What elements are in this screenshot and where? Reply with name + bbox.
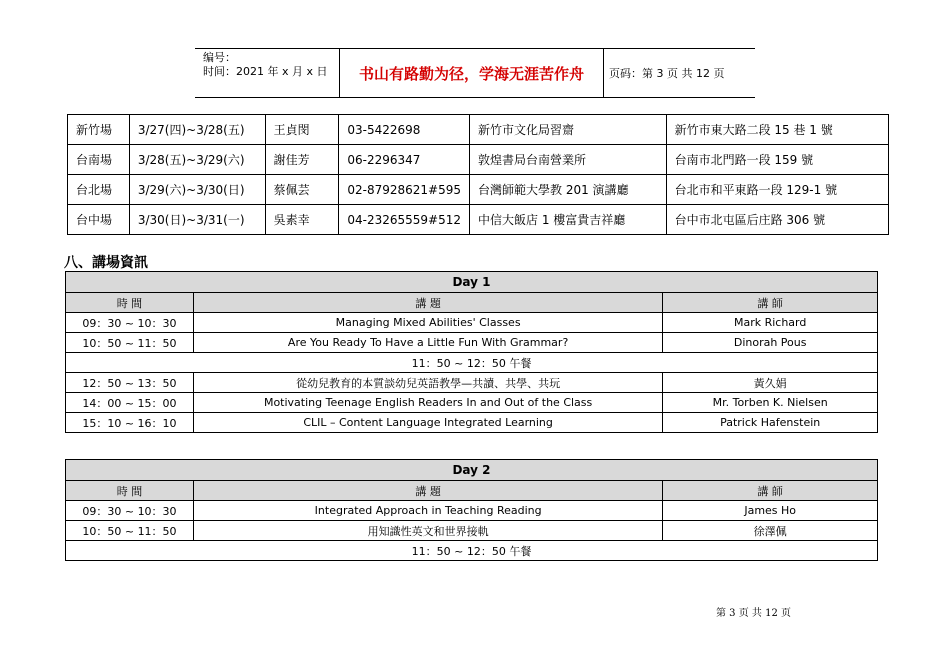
header-motto: 书山有路勤为径，学海无涯苦作舟 [339,49,604,97]
day1-table [65,271,878,433]
schedule-venue: 新竹場 [68,115,130,145]
schedule-address: 台北市和平東路一段 129-1 號 [666,175,888,205]
session-speaker: James Ho [663,501,878,521]
session-row [66,313,878,333]
session-speaker: 徐澤佩 [663,521,878,541]
session-time: 12：50 ~ 13：50 [66,373,194,393]
schedule-location: 敦煌書局台南營業所 [470,145,667,175]
schedule-venue: 台北場 [68,175,130,205]
session-row [66,393,878,413]
day1-title-row [66,272,878,293]
session-time: 09：30 ~ 10：30 [66,501,194,521]
header-page-info: 页码：第 3 页 共 12 页 [609,67,725,80]
session-row [66,333,878,353]
section-title: 八、講場資訊 [64,255,148,271]
schedule-row [68,115,889,145]
schedule-venue: 台中場 [68,205,130,235]
schedule-location: 台灣師範大學教 201 演講廳 [470,175,667,205]
session-speaker: Mark Richard [663,313,878,333]
session-topic: 從幼兒教育的本質談幼兒英語教學—共讀、共學、共玩 [193,373,662,393]
col-header-topic: 講 題 [193,481,662,501]
time-label: 时间：2021 年 x 月 x 日 [203,65,328,78]
schedule-address: 台南市北門路一段 159 號 [666,145,888,175]
number-label: 编号： [203,51,236,64]
schedule-contact: 吳素幸 [265,205,339,235]
schedule-phone: 02-87928621#595 [339,175,470,205]
col-header-time: 時 間 [66,481,194,501]
schedule-location: 中信大飯店 1 樓富貴吉祥廳 [470,205,667,235]
schedule-address: 台中市北屯區后庄路 306 號 [666,205,888,235]
session-row [66,413,878,433]
schedule-dates: 3/27(四)~3/28(五) [129,115,265,145]
day1-header-row [66,293,878,313]
session-topic: Managing Mixed Abilities' Classes [193,313,662,333]
session-topic: CLIL – Content Language Integrated Learning [193,413,662,433]
day1-title: Day 1 [66,272,878,293]
schedule-venue: 台南場 [68,145,130,175]
schedule-row [68,205,889,235]
lunch-break: 11：50 ~ 12：50 午餐 [66,541,878,561]
session-row [66,501,878,521]
session-speaker: 黃久娟 [663,373,878,393]
schedule-phone: 03-5422698 [339,115,470,145]
schedule-location: 新竹市文化局習齋 [470,115,667,145]
session-topic: Are You Ready To Have a Little Fun With Grammar? [193,333,662,353]
session-speaker: Patrick Hafenstein [663,413,878,433]
venue-schedule-table [67,114,889,235]
header-meta [195,49,339,97]
lunch-break: 11：50 ~ 12：50 午餐 [66,353,878,373]
schedule-dates: 3/30(日)~3/31(一) [129,205,265,235]
schedule-address: 新竹市東大路二段 15 巷 1 號 [666,115,888,145]
session-topic: Motivating Teenage English Readers In and Out of the Class [193,393,662,413]
schedule-row [68,175,889,205]
day2-title: Day 2 [66,460,878,481]
col-header-speaker: 講 師 [663,481,878,501]
day2-table [65,459,878,561]
lunch-row [66,541,878,561]
col-header-time: 時 間 [66,293,194,313]
session-speaker: Mr. Torben K. Nielsen [663,393,878,413]
session-topic: Integrated Approach in Teaching Reading [193,501,662,521]
page-header [195,48,755,98]
schedule-contact: 蔡佩芸 [265,175,339,205]
day2-title-row [66,460,878,481]
session-topic: 用知識性英文和世界接軌 [193,521,662,541]
schedule-row [68,145,889,175]
page-footer: 第 3 页 共 12 页 [716,608,791,619]
schedule-phone: 04-23265559#512 [339,205,470,235]
session-time: 14：00 ~ 15：00 [66,393,194,413]
session-time: 15：10 ~ 16：10 [66,413,194,433]
lunch-row [66,353,878,373]
schedule-dates: 3/29(六)~3/30(日) [129,175,265,205]
session-time: 09：30 ~ 10：30 [66,313,194,333]
session-row [66,373,878,393]
col-header-topic: 講 題 [193,293,662,313]
session-speaker: Dinorah Pous [663,333,878,353]
schedule-contact: 王貞閔 [265,115,339,145]
session-time: 10：50 ~ 11：50 [66,521,194,541]
col-header-speaker: 講 師 [663,293,878,313]
session-row [66,521,878,541]
day2-header-row [66,481,878,501]
schedule-phone: 06-2296347 [339,145,470,175]
session-time: 10：50 ~ 11：50 [66,333,194,353]
schedule-dates: 3/28(五)~3/29(六) [129,145,265,175]
schedule-contact: 謝佳芳 [265,145,339,175]
